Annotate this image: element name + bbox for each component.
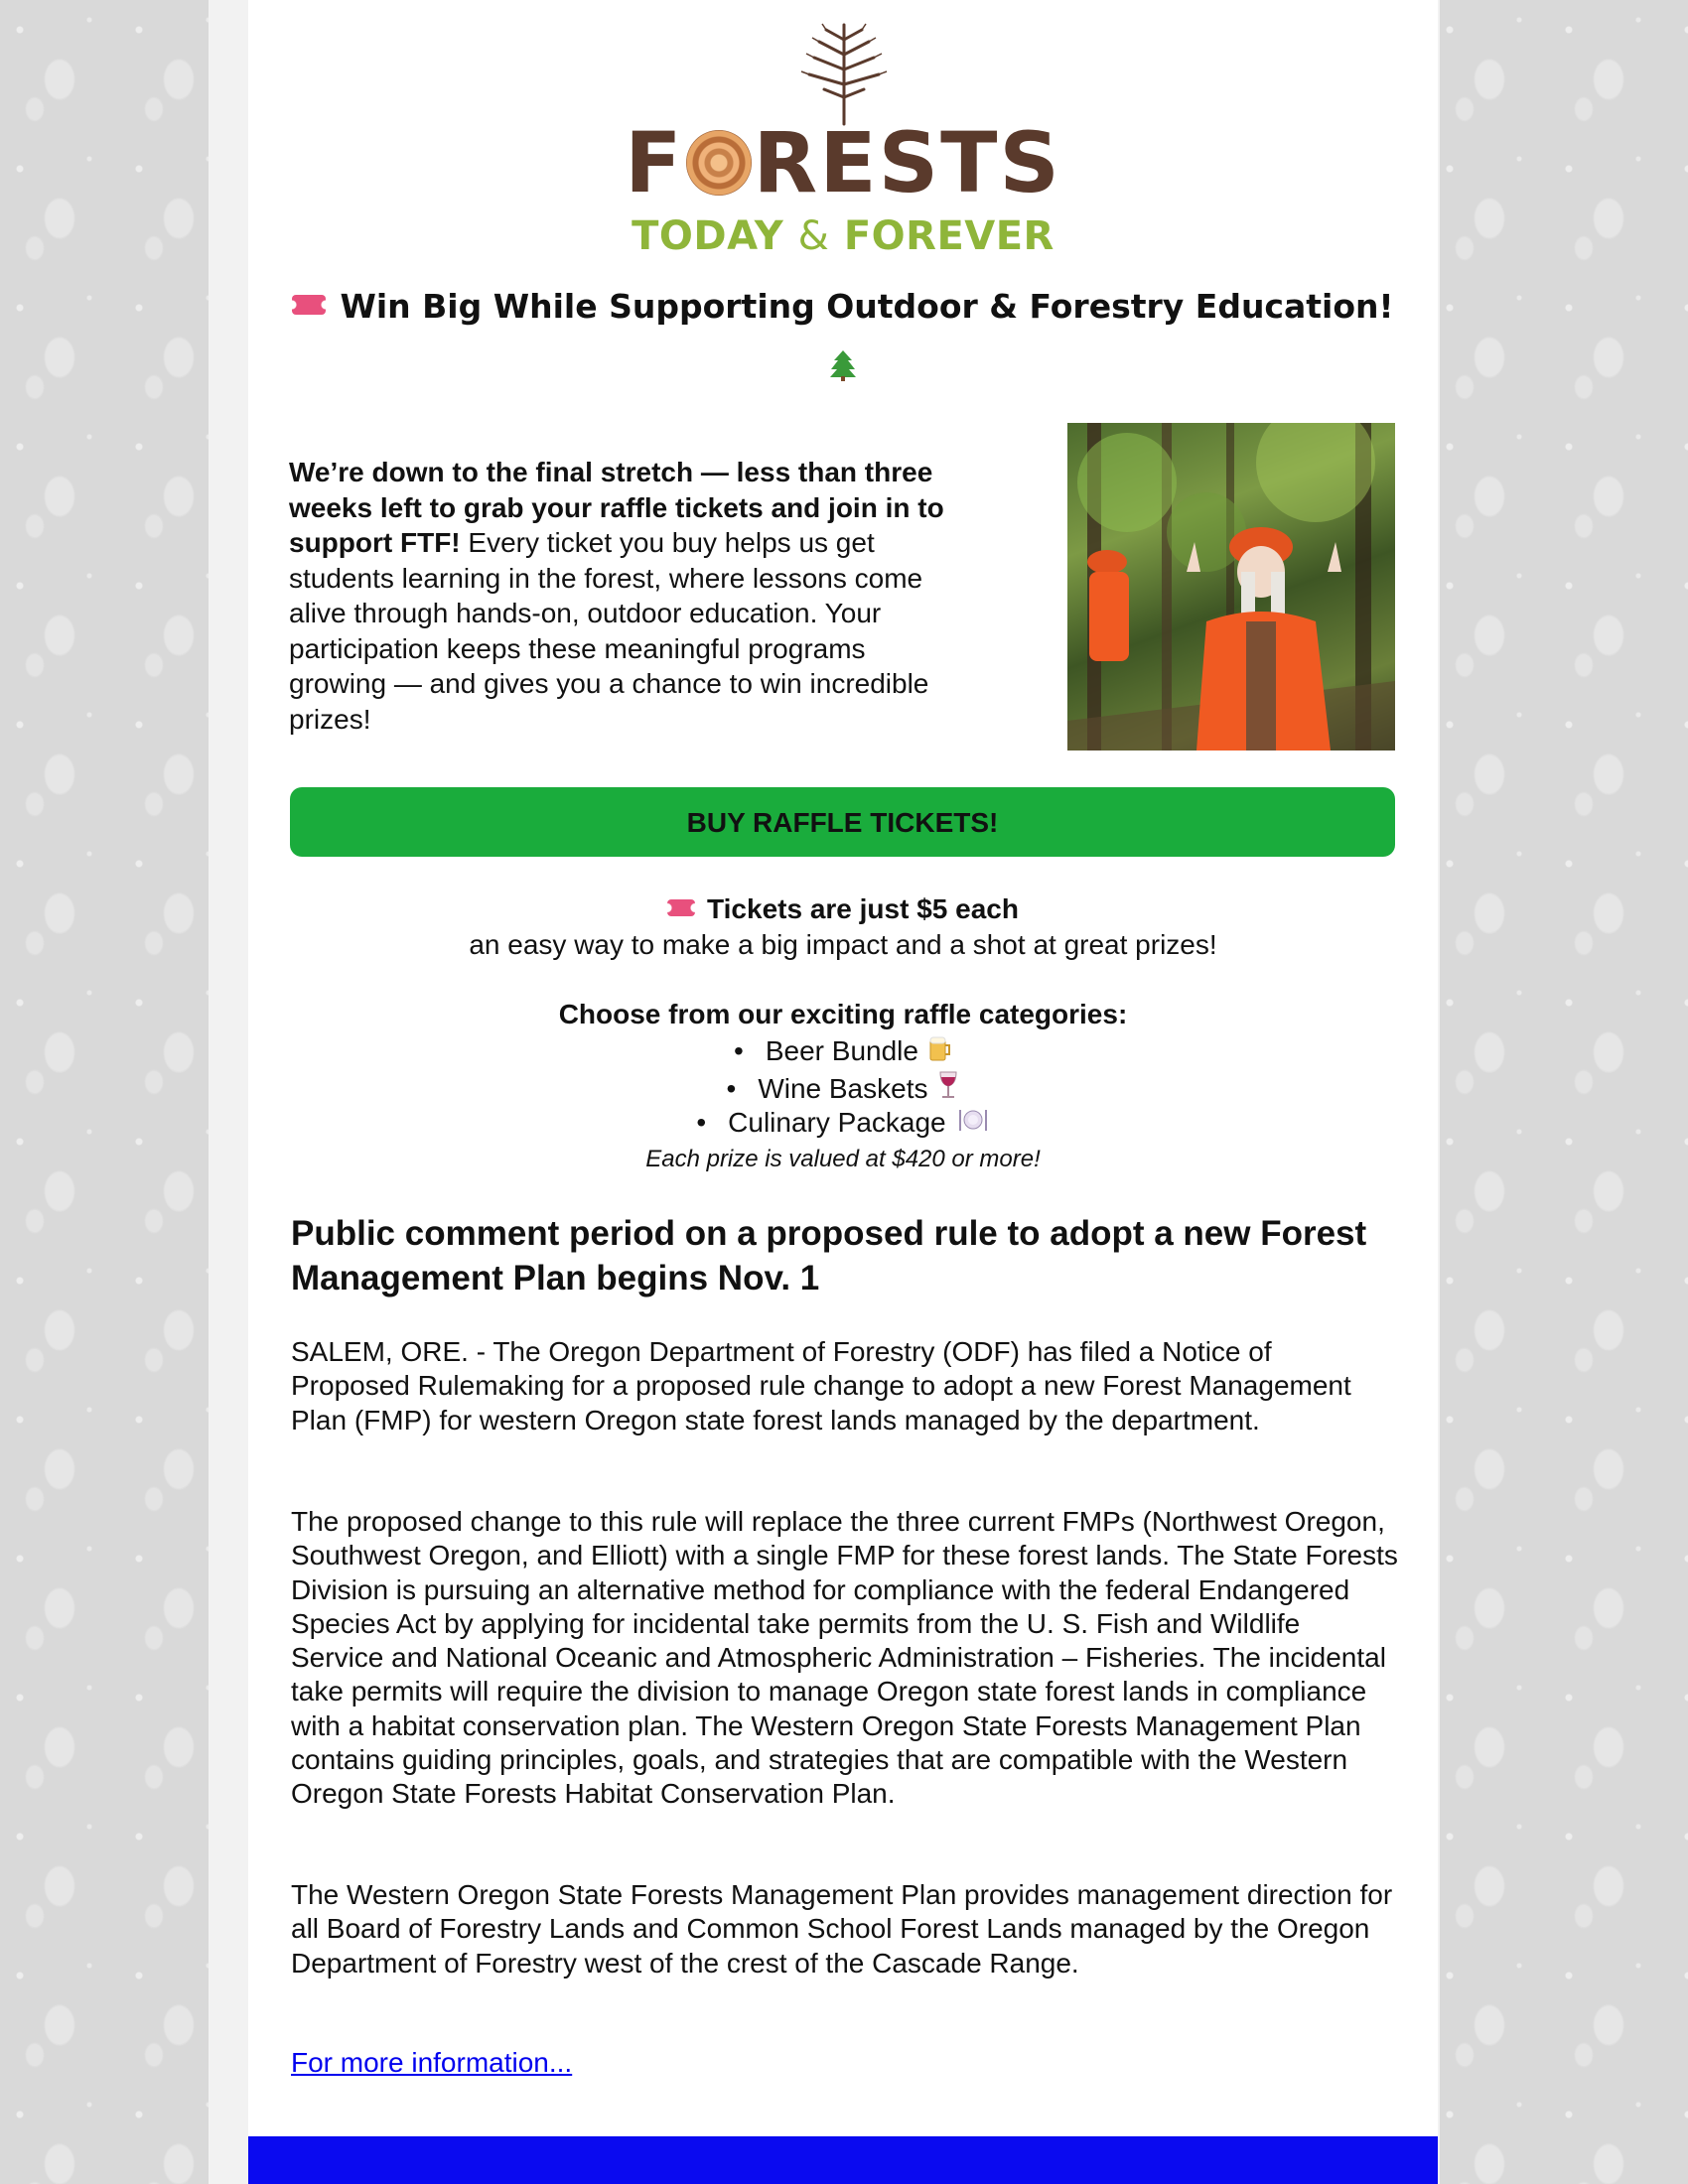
article-title: Public comment period on a proposed rule to adopt a new Forest Management Plan begins Nov. 1: [291, 1214, 1367, 1297]
beer-icon: [928, 1034, 952, 1062]
more-information-link[interactable]: For more information...: [291, 2047, 573, 2078]
list-item: • Beer Bundle: [248, 1034, 1438, 1067]
tree-icon: [830, 349, 856, 381]
wine-icon: [937, 1070, 959, 1100]
ticket-icon: [667, 899, 695, 916]
article-paragraph: The Western Oregon State Forests Management Plan provides management direction for all Board of Forestry Lands and Common School Forest Lands managed by the Oregon Department of Forestry west of the crest of the Cascade Range.: [291, 1879, 1393, 1979]
ticket-icon: [292, 295, 326, 315]
logo-tagline: TODAY & FOREVER: [632, 213, 1055, 259]
forests-today-forever-logo: [248, 20, 1438, 259]
list-item: • Wine Baskets: [248, 1070, 1438, 1105]
newsletter-card: [248, 0, 1438, 2184]
tree-ring-icon: [686, 130, 752, 196]
ticket-price-subtitle: an easy way to make a big impact and a shot at great prizes!: [469, 929, 1217, 960]
tree-logo-icon: [665, 20, 1023, 129]
raffle-headline: Win Big While Supporting Outdoor & Forestry Education!: [248, 287, 1438, 326]
prize-value-note: Each prize is valued at $420 or more!: [645, 1146, 1041, 1172]
list-item: • Culinary Package: [248, 1106, 1438, 1139]
buy-raffle-tickets-button[interactable]: BUY RAFFLE TICKETS!: [290, 787, 1395, 857]
article-paragraph: The proposed change to this rule will replace the three current FMPs (Northwest Oregon, Southwest Oregon, and Elliott) with a single FMP for these forest lands. The State Forests Division is pursuing an alternative method for compliance with the federal Endangered Species Act by applying for incidental take permits from the U. S. Fish and Wildlife Service and National Oceanic and Atmospheric Administration – Fisheries. The incidental take permits will require the division to manage Oregon state forest lands in compliance with a habitat conservation plan. The Western Oregon State Forests Management Plan contains guiding principles, goals, and strategies that are compatible with the Western Oregon State Forests Habitat Conservation Plan.: [291, 1506, 1398, 1810]
ticket-price: Tickets are just $5 each: [248, 893, 1438, 925]
footer-bar: [248, 2136, 1438, 2184]
raffle-intro-text: We’re down to the final stretch — less than three weeks left to grab your raffle tickets and join in to support FTF! Every ticket you buy helps us get students learning in the forest, where lessons come alive through hands-on, outdoor education. Your participation keeps these meaningful programs growing — and gives you a chance to win incredible prizes!: [289, 457, 944, 735]
plate-icon: [956, 1106, 990, 1134]
students-forest-photo: [1067, 423, 1395, 751]
logo-wordmark: F RESTS: [625, 114, 1061, 211]
article-paragraph: SALEM, ORE. - The Oregon Department of Forestry (ODF) has filed a Notice of Proposed Rulemaking for a proposed rule change to adopt a new Forest Management Plan (FMP) for western Oregon state forest lands managed by the department.: [291, 1336, 1351, 1435]
categories-title: Choose from our exciting raffle categories:: [558, 999, 1128, 1029]
